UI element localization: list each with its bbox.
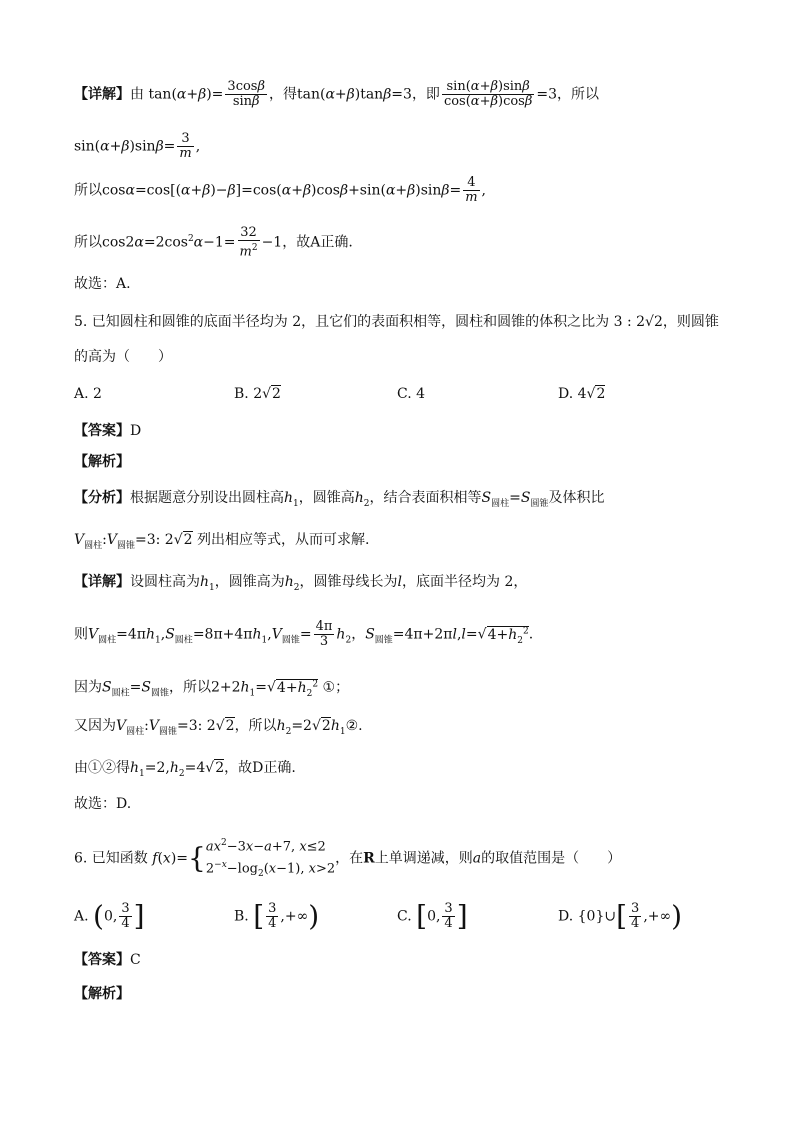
q6-option-c: C. [0, $\frac{3}{4}$ ] — [397, 899, 468, 933]
q4-detail-line-3: 所以cosα=cos[(α+β)−β]=cos(α+β)cosβ+sin(α+β)sinβ= $\frac{4}{m}$ , — [74, 175, 486, 205]
q5-ratio: 3 : 2√2 — [613, 314, 663, 330]
q5-answer: 【答案】D — [74, 423, 142, 439]
q4-detail-line-1: 【详解】由 tan(α+β)= $\frac{3\cos\beta}{\sin\beta}$ ，得tan(α+β)tanβ=3，即 $\frac{\sin(\alpha+\beta)\sin\beta}{\cos(\alpha+\beta)\cos\beta}$ =3，所以 — [74, 79, 600, 109]
q6-option-b: B. [ $\frac{3}{4}$ ,+∞) — [234, 899, 320, 933]
q6-answer: 【答案】C — [74, 952, 141, 968]
q5-detail-line-3: 因为$S_{圆柱}=S_{圆锥}$，所以$2+2h_1=√4+h_2^2$ ①； — [74, 679, 350, 699]
q6-analysis-tag: 【解析】 — [74, 986, 130, 1002]
q5-option-c: C. 4 — [397, 386, 426, 402]
q6-option-a: A. (0, $\frac{3}{4}$ ] — [74, 899, 145, 933]
q4-detail-line-2: sin(α+β)sinβ= $\frac{3}{m}$ , — [74, 131, 201, 161]
q4-choose: 故选：A. — [74, 276, 131, 292]
q6-stem: 6. 已知函数 $f(x)=\{ax^2-3x-a+7$, x≤2 $2^{-x}-\log_2(x-1)$, x>2，在R上单调递减，则a的取值范围是（ ） — [74, 838, 622, 880]
q5-option-b: B. 2√2 — [234, 386, 281, 402]
q5-fenxi-line-2: $V_{圆柱}:V_{圆锥}=3$: 2√2 列出相应等式，从而可求解. — [74, 532, 370, 551]
q5-option-d: D. 4√2 — [558, 386, 606, 402]
q5-detail-line-2: 则$V_{圆柱}=4\pi h_1,S_{圆柱}=8\pi+4\pi h_1,V_{圆锥}=$ $\frac{4\pi}{3}$ $h_2$，$S_{圆锥}=4\pi+2\pi l,l=√4+h_2^2$. — [74, 619, 534, 649]
q4-detail-line-4: 所以$\cos 2\alpha=2\cos^2\alpha-1=$ $\frac{32}{m^2}$ −1，故A正确. — [74, 225, 353, 260]
q5-stem-line-2: 的高为（ ） — [74, 349, 172, 365]
q5-choose: 故选：D. — [74, 796, 132, 812]
q5-analysis-tag: 【解析】 — [74, 454, 130, 470]
q5-detail-line-4: 又因为$V_{圆柱}:V_{圆锥}=3$: 2√2，所以$h_2=2√2h_1②$. — [74, 718, 363, 737]
q5-detail-line-1: 【详解】设圆柱高为$h_1$，圆锥高为$h_2$，圆锥母线长为l，底面半径均为 2， — [74, 574, 528, 593]
q5-fenxi-line-1: 【分析】根据题意分别设出圆柱高$h_1$，圆锥高$h_2$，结合表面积相等$S_{圆柱}=S_{圆锥}$及体积比 — [74, 490, 605, 509]
q5-stem-line-1: 5. 已知圆柱和圆锥的底面半径均为 2，且它们的表面积相等，圆柱和圆锥的体积之比为 3 : 2√2，则圆锥 — [74, 314, 719, 330]
q5-detail-line-5: 由①②得$h_1=2,h_2=4√2$，故D正确. — [74, 760, 296, 779]
q5-option-a: A. 2 — [74, 386, 102, 402]
q6-option-d: D. {0}∪[ $\frac{3}{4}$ ,+∞) — [558, 899, 683, 933]
detail-tag: 【详解】 — [74, 86, 130, 103]
